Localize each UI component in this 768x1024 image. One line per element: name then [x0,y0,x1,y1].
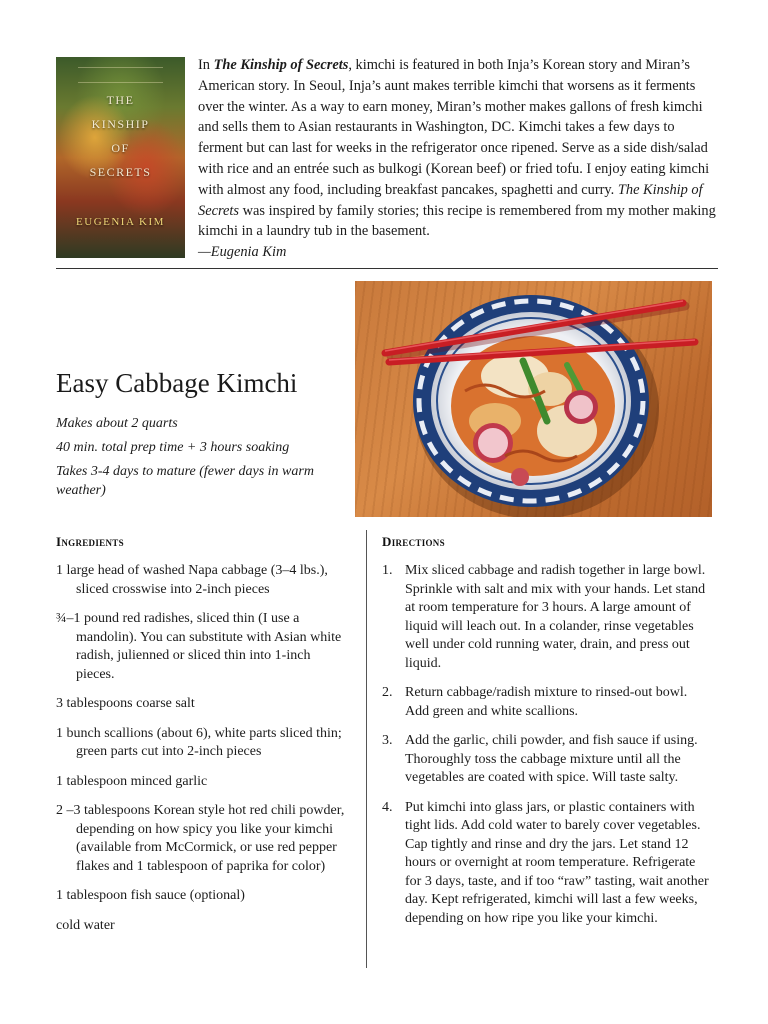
kimchi-bowl-photo [355,281,712,517]
directions-section [382,534,712,939]
directions-list [382,562,712,928]
cover-author: EUGENIA KIM [76,216,165,228]
section-divider [56,268,718,269]
recipe-maturity: Takes 3-4 days to mature (fewer days in warm weather) [56,464,314,498]
ingredient-item: ¾–1 pound red radishes, sliced thin (I use a mandolin). You can substitute with Asian white radish, julienned or sliced thin into 1-inch pieces. [56,611,342,682]
direction-step [382,799,712,929]
ingredient-item: 1 bunch scallions (about 6), white parts sliced thin; green parts cut into 2-inch pieces [56,725,342,759]
step-text: Add the garlic, chili powder, and fish sauce if using. Thoroughly toss the cabbage mixture until all the vegetables are coated with spice. Will taste salty. [405,733,698,785]
intro-text: In [198,57,214,73]
ingredient-item: 1 tablespoon minced garlic [56,773,208,789]
intro-text: , kimchi is featured in both Inja’s Korean story and Miran’s American story. In Seoul, Inja’s aunt makes terrible kimchi that worsens as it ferments over the winter. As a way to earn money, Miran’s mother makes gallons of fresh kimchi and sells them to Asian restaurants in Washington, DC. Kimchi takes a few days to ferment but can last for weeks in the refrigerator once ripened. Serve as a side dish/salad with rice and an entrée such as bulkogi (Korean beef) or fried tofu. I enjoy eating kimchi with almost any food, including breakfast pancakes, spaghetti and curry. [198,57,710,198]
recipe-title: Easy Cabbage Kimchi [56,368,298,398]
step-text: Return cabbage/radish mixture to rinsed-out bowl. Add green and white scallions. [405,685,688,719]
step-number: 4. [382,799,393,815]
direction-step [382,562,712,673]
ingredient-item: 3 tablespoons coarse salt [56,696,195,711]
recipe-yield: Makes about 2 quarts [56,416,178,431]
cover-blurb-band [78,67,163,83]
cover-title-line: OF [111,141,130,155]
recipe-time: 40 min. total prep time + 3 hours soaking [56,440,290,455]
author-signature: —Eugenia Kim [198,244,287,261]
cover-title-line: THE [106,93,135,107]
book-title: The Kinship of Secrets [213,57,349,73]
ingredient-item: cold water [56,917,115,933]
ingredients-list [56,562,346,935]
cover-title-line: SECRETS [89,165,152,179]
ingredient-item: 2 –3 tablespoons Korean style hot red chili powder, depending on how spicy you like your kimchi (available from McCormick, or use red pepper flakes and 1 tablespoon of paprika for color) [56,803,345,874]
kimchi-bowl-illustration [355,281,712,517]
column-divider [366,530,367,968]
ingredients-heading: Ingredients [56,534,124,549]
step-number: 1. [382,563,393,578]
step-text: Put kimchi into glass jars, or plastic containers with tight lids. Add cold water to barely cover vegetables. Cap tightly and rinse and dry the jars. Let stand 12 hours or overnight at room temperature. Refrigerate for 3 days, taste, and if too “raw” tasting, wait another day. Kept refrigerated, kimchi will last a few weeks, depending on how ripe you like your kimchi. [405,799,709,926]
cover-title-line: KINSHIP [91,117,150,131]
ingredients-section [56,534,346,946]
ingredient-item: 1 large head of washed Napa cabbage (3–4 lbs.), sliced crosswise into 2-inch pieces [56,563,328,597]
book-cover-image [56,57,185,258]
step-text: Mix sliced cabbage and radish together in large bowl. Sprinkle with salt and mix with your hands. Let stand at room temperature for 3 hours. A large amount of liquid will leach out. In a colander, rinse vegetables well under cold running water, drain, and press out liquid. [405,563,706,671]
recipe-meta [56,414,336,505]
intro-paragraph [198,55,718,263]
direction-step [382,732,712,788]
direction-step [382,684,712,721]
directions-heading: Directions [382,534,445,549]
step-number: 2. [382,685,393,700]
step-number: 3. [382,733,393,748]
intro-text: was inspired by family stories; this recipe is remembered from my mother making kimchi in a laundry tub in the basement. [198,202,716,240]
book-title: The Kinship of Secrets [198,181,703,219]
ingredient-item: 1 tablespoon fish sauce (optional) [56,888,245,903]
